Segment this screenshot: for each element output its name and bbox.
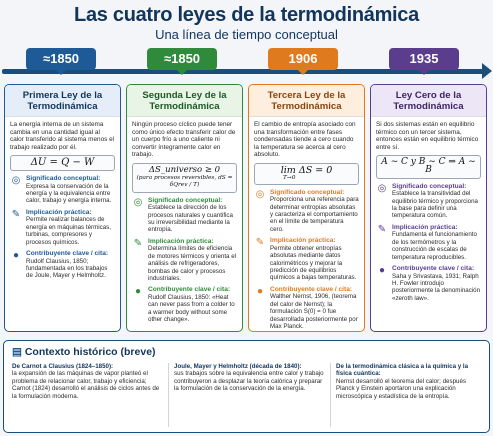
- timeline-year-4: 1935: [389, 48, 459, 70]
- practical-text: Permite realizar balances de energía en máquinas térmicas, turbinas, compresores y procesos químicos.: [26, 216, 111, 246]
- wrench-icon: ✎: [133, 237, 143, 249]
- equation-note: T→0: [283, 174, 296, 181]
- contributor-title: Contribuyente clave / cita:: [392, 265, 475, 272]
- historical-context-panel: [3, 340, 490, 433]
- significance-title: Significado conceptual:: [26, 174, 101, 182]
- context-divider: [168, 363, 169, 427]
- context-heading: [12, 346, 156, 358]
- law-equation: A ∼ C y B ∼ C ⇒ A ∼ B: [376, 155, 481, 178]
- practical-text: Fundamenta el funcionamiento de los termómetros y la construcción de escalas de temperatura reproducibles.: [392, 231, 477, 261]
- timeline-year-2: ≈1850: [147, 48, 217, 70]
- timeline-marker-icon: [298, 70, 308, 75]
- significance-title: Significado conceptual:: [270, 188, 345, 196]
- practical-title: Implicación práctica:: [26, 208, 92, 216]
- significance-text: Establece la transitividad del equilibrio térmico y proporciona la base para definir una temperatura común.: [392, 190, 478, 220]
- contributor-text: Walther Nernst, 1906, (teorema del calor de Nernst); la formulación S(0) = 0 fue desarrollada posteriormente por Max Planck.: [270, 293, 358, 331]
- law-card-third: [248, 84, 365, 332]
- wrench-icon: ✎: [255, 237, 265, 249]
- context-col1-title: De Carnot a Clausius (1824–1850):: [12, 363, 114, 370]
- context-column-3: [336, 363, 484, 400]
- timeline-arrow-icon: [482, 63, 492, 79]
- law-statement: Ningún proceso cíclico puede tener como único efecto transferir calor de un cuerpo frío a uno caliente ni convertir íntegramente calor en trabajo.: [132, 121, 236, 159]
- person-icon: ●: [12, 250, 20, 261]
- context-divider: [330, 363, 331, 427]
- law-card-second: [126, 84, 243, 332]
- law-statement: Si dos sistemas están en equilibrio térmico con un tercer sistema, entonces están en equilibrio térmico entre sí.: [376, 121, 479, 151]
- target-icon: ◎: [255, 188, 265, 200]
- practical-title: Implicación práctica:: [392, 223, 458, 231]
- contributor-title: Contribuyente clave / cita:: [148, 286, 231, 294]
- significance-text: Proporciona una referencia para determinar entropías absolutas y caracteriza el comportamiento en el límite de temperatura cero.: [270, 196, 359, 233]
- target-icon: ◎: [11, 174, 21, 186]
- law-equation: ΔS_universo ≥ 0: [148, 164, 221, 175]
- significance-text: Establece la dirección de los procesos naturales y cuantifica su irreversibilidad mediante la entropía.: [148, 204, 233, 234]
- page-subtitle: Una línea de tiempo conceptual: [155, 27, 338, 42]
- card-title: Segunda Ley de la Termodinámica: [127, 85, 242, 117]
- contributor-text: Saha y Srivastava, 1931; Ralph H. Fowler introdujo posteriormente la denominación «zeroth law».: [392, 272, 481, 302]
- card-title: Ley Cero de la Termodinámica: [371, 85, 486, 117]
- equation-note: (para procesos reversibles, dS = δQrev / T): [136, 174, 233, 188]
- law-statement: El cambio de entropía asociado con una transformación entre fases condensadas tiende a cero cuando la temperatura se acerca al cero absoluto.: [254, 121, 356, 159]
- page-title: Las cuatro leyes de la termodinámica: [74, 4, 419, 26]
- contributor-text: Rudolf Clausius, 1850; fundamentada en los trabajos de Joule, Mayer y Helmholtz.: [26, 257, 108, 280]
- contributor-title: Contribuyente clave / cita:: [270, 285, 353, 293]
- timeline-marker-icon: [56, 70, 66, 75]
- law-card-zeroth: [370, 84, 487, 332]
- significance-text: Expresa la conservación de la energía y la equivalencia entre calor, trabajo y energía interna.: [26, 182, 112, 205]
- contributor-title: Contribuyente clave / cita:: [26, 250, 109, 257]
- timeline-marker-icon: [177, 70, 187, 75]
- book-icon: ▤: [12, 346, 25, 358]
- significance-title: Significado conceptual:: [392, 182, 467, 190]
- context-col2-text: sus trabajos sobre la equivalencia entre calor y trabajo contribuyeron a desplazar la teoría calórica y preparar la formulación de la conservación de la energía.: [174, 370, 324, 393]
- law-statement: La energía interna de un sistema cambia en una cantidad igual al calor transferido al sistema menos el trabajo realizado por él.: [10, 121, 115, 151]
- context-column-2: [174, 363, 324, 393]
- target-icon: ◎: [377, 182, 387, 194]
- card-title: Primera Ley de la Termodinámica: [5, 85, 120, 117]
- context-column-1: [12, 363, 162, 400]
- significance-title: Significado conceptual:: [148, 196, 223, 204]
- wrench-icon: ✎: [377, 223, 387, 235]
- target-icon: ◎: [133, 196, 143, 208]
- context-col2-title: Joule, Mayer y Helmholtz (década de 1840):: [174, 363, 302, 370]
- card-title: Tercera Ley de la Termodinámica: [249, 85, 364, 117]
- practical-title: Implicación práctica:: [148, 237, 214, 245]
- context-col1-text: la expansión de las máquinas de vapor planteó el problema de relacionar calor, trabajo y eficiencia; Carnot (1824) desarrolló el análisis de ciclos antes de la formulación moderna.: [12, 370, 160, 400]
- contributor-text: Rudolf Clausius, 1850: «Heat can never pass from a colder to a warmer body without some other change».: [148, 294, 235, 324]
- law-equation: ΔU = Q − W: [10, 155, 115, 171]
- person-icon: ●: [256, 285, 264, 297]
- practical-text: Determina límites de eficiencia de motores térmicos y orienta el análisis de refrigeradores, bombas de calor y procesos industriales.: [148, 245, 237, 282]
- law-card-first: [4, 84, 121, 332]
- law-equation: lim ΔS = 0: [280, 164, 333, 176]
- practical-title: Implicación práctica:: [270, 237, 336, 245]
- wrench-icon: ✎: [11, 208, 21, 220]
- practical-text: Permite obtener entropías absolutas mediante datos calorimétricos y mejorar la predicción de equilibrios químicos a bajas temperaturas.: [270, 244, 357, 282]
- context-col3-title: De la termodinámica clásica a la química y la física cuántica:: [336, 363, 469, 378]
- timeline-marker-icon: [419, 70, 429, 75]
- person-icon: ●: [378, 265, 386, 276]
- context-col3-text: Nernst desarrolló el teorema del calor; después Planck y Einstein aportaron una explicación microscópica y estadística de la entropía.: [336, 377, 467, 400]
- timeline-year-1: ≈1850: [26, 48, 96, 70]
- timeline-year-3: 1906: [268, 48, 338, 70]
- person-icon: ●: [134, 286, 142, 298]
- context-heading-text: Contexto histórico (breve): [24, 346, 156, 358]
